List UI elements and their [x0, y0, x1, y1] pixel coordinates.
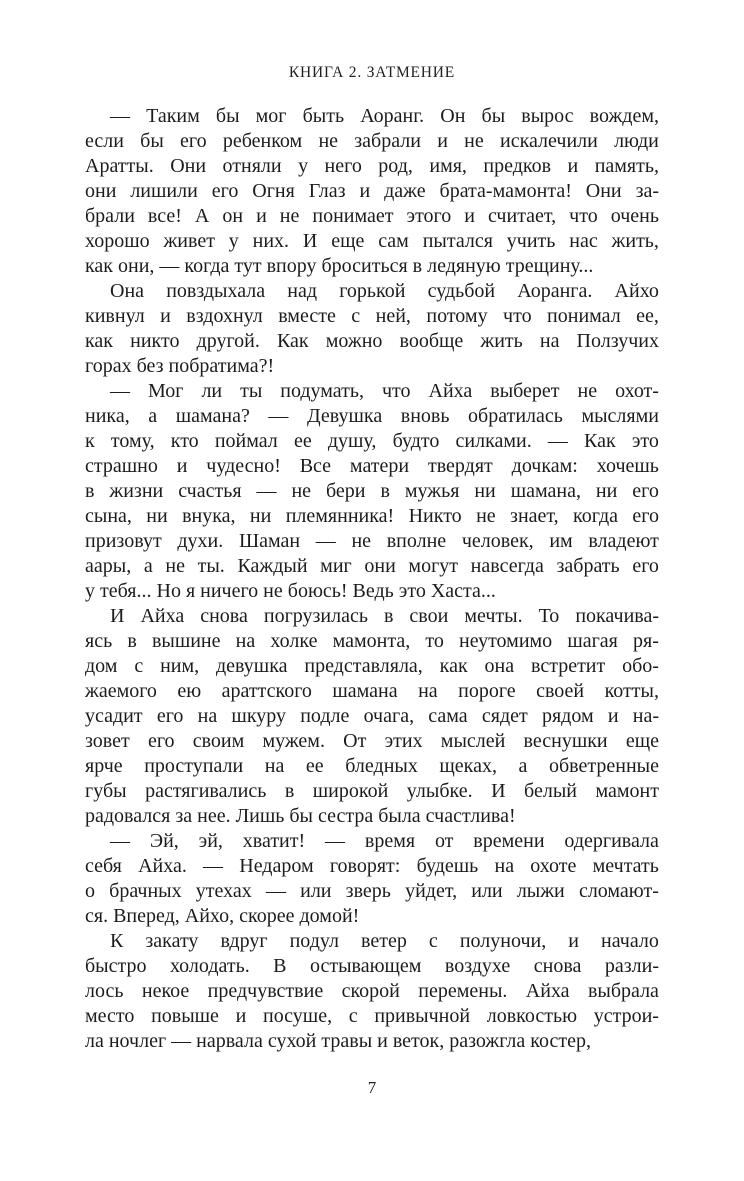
- text-line: аары, а не ты. Каждый миг они могут навсегда забрать его: [85, 555, 659, 577]
- text-line: — Таким бы мог быть Аоранг. Он бы вырос вождем,: [110, 105, 659, 127]
- paragraph: [85, 279, 659, 379]
- text-line: о брачных утехах — или зверь уйдет, или лыжи сломают-: [85, 880, 659, 902]
- text-line: призовут духи. Шаман — не вполне человек, им владеют: [85, 530, 659, 552]
- paragraph: [85, 604, 659, 829]
- text-line: горах без побратима?!: [85, 355, 275, 377]
- paragraph: [85, 829, 659, 929]
- text-line: сына, ни внука, ни племянника! Никто не знает, когда его: [85, 505, 659, 527]
- text-line: кивнул и вздохнул вместе с ней, потому что понимал ее,: [85, 305, 659, 327]
- text-line: ся. Вперед, Айхо, скорее домой!: [85, 905, 360, 927]
- text-line: Аратты. Они отняли у него род, имя, предков и память,: [85, 155, 659, 177]
- text-line: место повыше и посуше, с привычной ловкостью устрои-: [85, 1005, 659, 1027]
- text-line: если бы его ребенком не забрали и не искалечили люди: [85, 130, 659, 152]
- text-line: себя Айха. — Недаром говорят: будешь на охоте мечтать: [85, 855, 659, 877]
- text-line: страшно и чудесно! Все матери твердят дочкам: хочешь: [85, 455, 659, 477]
- text-line: — Эй, эй, хватит! — время от времени одергивала: [110, 830, 659, 852]
- text-line: Она повздыхала над горькой судьбой Аоранга. Айхо: [110, 280, 659, 302]
- text-line: они лишили его Огня Глаз и даже брата-мамонта! Они за-: [85, 180, 659, 202]
- paragraph: [85, 104, 659, 279]
- text-line: как никто другой. Как можно вообще жить на Ползучих: [85, 330, 659, 352]
- text-line: — Мог ли ты подумать, что Айха выберет не охот-: [110, 380, 659, 402]
- text-line: быстро холодать. В остывающем воздухе снова разли-: [85, 955, 659, 977]
- text-line: ника, а шамана? — Девушка вновь обратилась мыслями: [85, 405, 659, 427]
- paragraph: [85, 929, 659, 1054]
- text-line: брали все! А он и не понимает этого и считает, что очень: [85, 205, 659, 227]
- text-block: [85, 104, 659, 1054]
- text-line: губы растягивались в широкой улыбке. И белый мамонт: [85, 780, 659, 802]
- text-line: зовет его своим мужем. От этих мыслей веснушки еще: [85, 730, 659, 752]
- text-line: дом с ним, девушка представляла, как она встретит обо-: [85, 655, 659, 677]
- text-line: радовался за нее. Лишь бы сестра была счастлива!: [85, 805, 516, 827]
- text-line: у тебя... Но я ничего не боюсь! Ведь это Хаста...: [85, 580, 496, 602]
- text-line: И Айха снова погрузилась в свои мечты. То покачива-: [110, 605, 659, 627]
- text-line: к тому, кто поймал ее душу, будто силками. — Как это: [85, 430, 659, 452]
- page-number: 7: [367, 1078, 377, 1097]
- text-line: жаемого ею араттского шамана на пороге своей котты,: [85, 680, 659, 702]
- text-line: хорошо живет у них. И еще сам пытался учить нас жить,: [85, 230, 659, 252]
- text-line: К закату вдруг подул ветер с полуночи, и начало: [110, 930, 659, 952]
- text-line: в жизни счастья — не бери в мужья ни шамана, ни его: [85, 480, 659, 502]
- text-line: усадит его на шкуру подле очага, сама сядет рядом и на-: [85, 705, 659, 727]
- text-line: как они, — когда тут впору броситься в ледяную трещину...: [85, 255, 594, 277]
- text-line: лось некое предчувствие скорой перемены. Айха выбрала: [85, 980, 659, 1002]
- text-line: ярче проступали на ее бледных щеках, а обветренные: [85, 755, 659, 777]
- text-line: ясь в вышине на холке мамонта, то неутомимо шагая ря-: [85, 630, 659, 652]
- running-header: КНИГА 2. ЗАТМЕНИЕ: [288, 64, 456, 81]
- text-line: ла ночлег — нарвала сухой травы и веток, разожгла костер,: [85, 1030, 591, 1052]
- paragraph: [85, 379, 659, 604]
